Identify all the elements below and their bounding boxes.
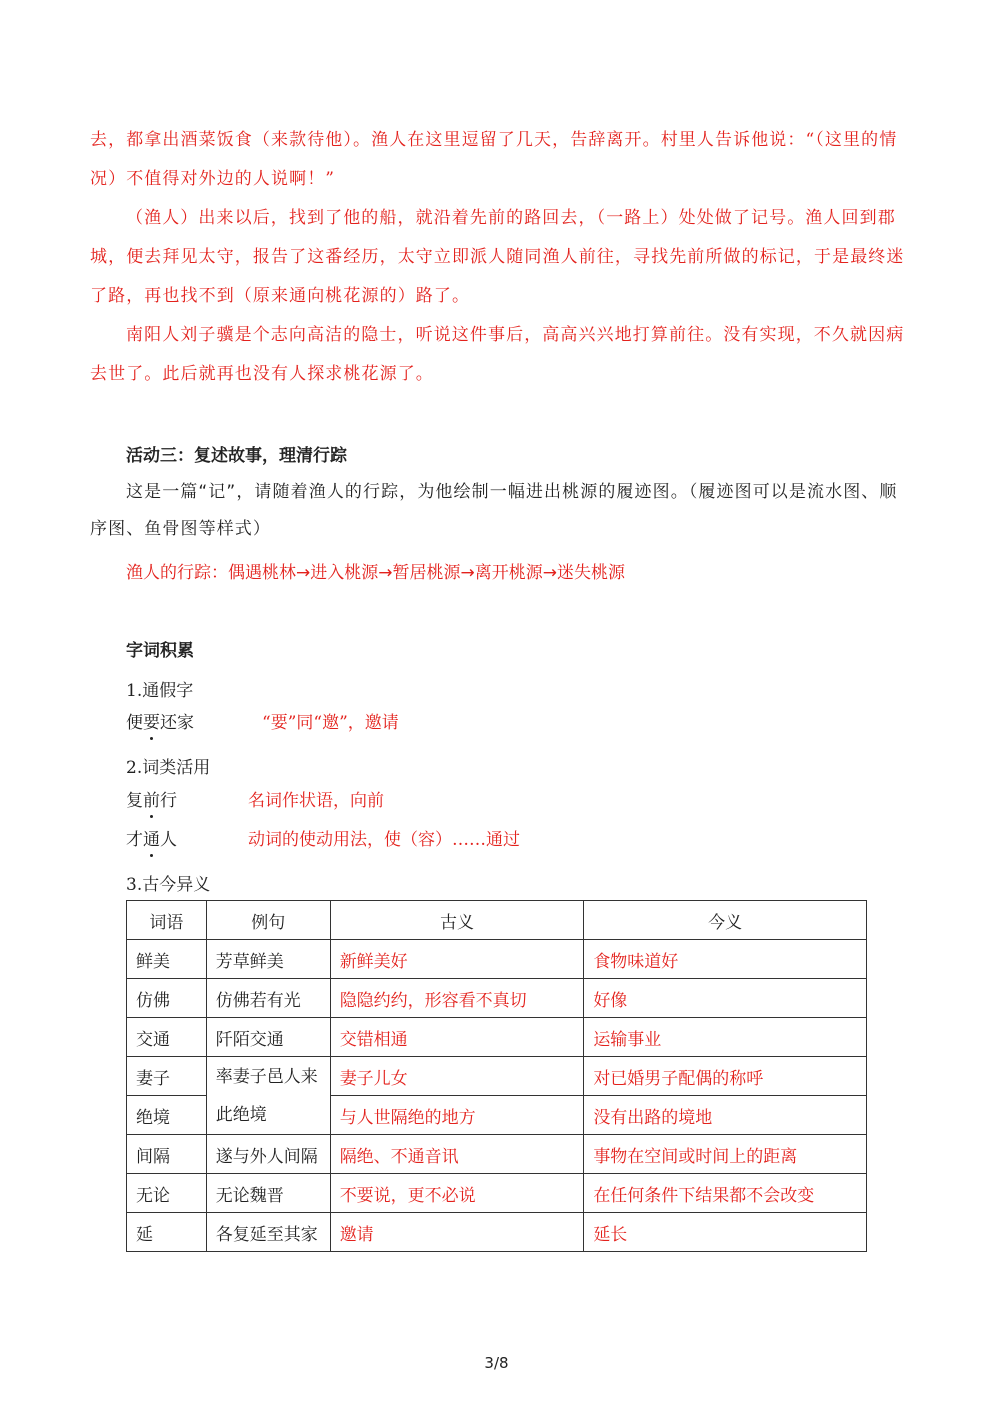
ancient-meaning-cell: 交错相通 [330, 1018, 584, 1057]
example-cell: 遂与外人间隔 [206, 1135, 330, 1174]
table-row [127, 979, 867, 1018]
example-cell: 率妻子邑人来此绝境 [206, 1057, 330, 1135]
emphasized-character: 前 [143, 786, 160, 811]
word-cell: 仿佛 [127, 979, 207, 1018]
emphasized-character: 通 [143, 825, 160, 850]
gujinyiyi-table [126, 900, 867, 1252]
gujinyiyi-heading: 3.古今异义 [126, 875, 211, 895]
translation-paragraph-2: （渔人）出来以后，找到了他的船，就沿着先前的路回去，（一路上）处处做了记号。渔人回到郡城，便去拜见太守，报告了这番经历，太守立即派人随同渔人前往，寻找先前所做的标记，于是最终迷了路，再也找不到（原来通向桃花源的）路了。 [90, 208, 905, 306]
modern-meaning-cell: 运输事业 [584, 1018, 867, 1057]
emphasized-character: 要 [143, 708, 160, 733]
example-text: 便 [126, 713, 143, 733]
word-cell: 鲜美 [127, 940, 207, 979]
modern-meaning-cell: 没有出路的境地 [584, 1096, 867, 1135]
table-row [127, 940, 867, 979]
cileihuoyong-heading: 2.词类活用 [126, 758, 211, 778]
example-text: 才 [126, 830, 143, 850]
word-cell: 间隔 [127, 1135, 207, 1174]
table-row [127, 1135, 867, 1174]
modern-meaning-cell: 对已婚男子配偶的称呼 [584, 1057, 867, 1096]
page-number: 3/8 [484, 1354, 509, 1372]
example-text: 复 [126, 791, 143, 811]
example-cell: 芳草鲜美 [206, 940, 330, 979]
word-cell: 无论 [127, 1174, 207, 1213]
ancient-meaning-cell: 与人世隔绝的地方 [330, 1096, 584, 1135]
table-row [127, 1174, 867, 1213]
cileihuoyong-answer-2: 动词的使动用法，使（容）……通过 [248, 830, 520, 850]
word-cell: 妻子 [127, 1057, 207, 1096]
translation-paragraph-3: 南阳人刘子骥是个志向高洁的隐士，听说这件事后，高高兴兴地打算前往。没有实现，不久就因病去世了。此后就再也没有人探求桃花源了。 [90, 325, 905, 384]
example-text: 还家 [160, 713, 194, 733]
ancient-meaning-cell: 妻子儿女 [330, 1057, 584, 1096]
table-row [127, 1018, 867, 1057]
translation-paragraph-1: 去，都拿出酒菜饭食（来款待他）。渔人在这里逗留了几天，告辞离开。村里人告诉他说：“（这里的情况）不值得对外边的人说啊！” [90, 130, 898, 189]
ancient-meaning-cell: 隐隐约约，形容看不真切 [330, 979, 584, 1018]
tongjiazi-example [126, 708, 194, 733]
ancient-meaning-cell: 邀请 [330, 1213, 584, 1252]
word-cell: 延 [127, 1213, 207, 1252]
table-row [127, 1057, 867, 1096]
ancient-meaning-cell: 不要说，更不必说 [330, 1174, 584, 1213]
table-header-row [127, 901, 867, 940]
header-cell: 今义 [584, 901, 867, 940]
example-cell: 仿佛若有光 [206, 979, 330, 1018]
vocab-title: 字词积累 [126, 641, 194, 661]
ancient-meaning-cell: 新鲜美好 [330, 940, 584, 979]
example-cell: 各复延至其家 [206, 1213, 330, 1252]
header-cell: 古义 [330, 901, 584, 940]
word-cell: 交通 [127, 1018, 207, 1057]
activity3-answer: 渔人的行踪：偶遇桃林→进入桃源→暂居桃源→离开桃源→迷失桃源 [126, 563, 625, 583]
modern-meaning-cell: 延长 [584, 1213, 867, 1252]
ancient-meaning-cell: 隔绝、不通音讯 [330, 1135, 584, 1174]
activity3-title: 活动三：复述故事，理清行踪 [126, 446, 347, 466]
cileihuoyong-example-2 [126, 825, 177, 850]
modern-meaning-cell: 事物在空间或时间上的距离 [584, 1135, 867, 1174]
tongjiazi-answer: “要”同“邀”，邀请 [262, 713, 399, 733]
example-cell: 无论魏晋 [206, 1174, 330, 1213]
header-cell: 词语 [127, 901, 207, 940]
example-text: 人 [160, 830, 177, 850]
example-text: 行 [160, 791, 177, 811]
example-cell: 阡陌交通 [206, 1018, 330, 1057]
tongjiazi-heading: 1.通假字 [126, 681, 194, 701]
cileihuoyong-answer-1: 名词作状语，向前 [248, 791, 384, 811]
modern-meaning-cell: 食物味道好 [584, 940, 867, 979]
modern-meaning-cell: 好像 [584, 979, 867, 1018]
cileihuoyong-example-1 [126, 786, 177, 811]
activity3-prompt: 这是一篇“记”，请随着渔人的行踪，为他绘制一幅进出桃源的履迹图。（履迹图可以是流水图、顺序图、鱼骨图等样式） [90, 482, 898, 539]
header-cell: 例句 [206, 901, 330, 940]
modern-meaning-cell: 在任何条件下结果都不会改变 [584, 1174, 867, 1213]
table-row [127, 1213, 867, 1252]
word-cell: 绝境 [127, 1096, 207, 1135]
